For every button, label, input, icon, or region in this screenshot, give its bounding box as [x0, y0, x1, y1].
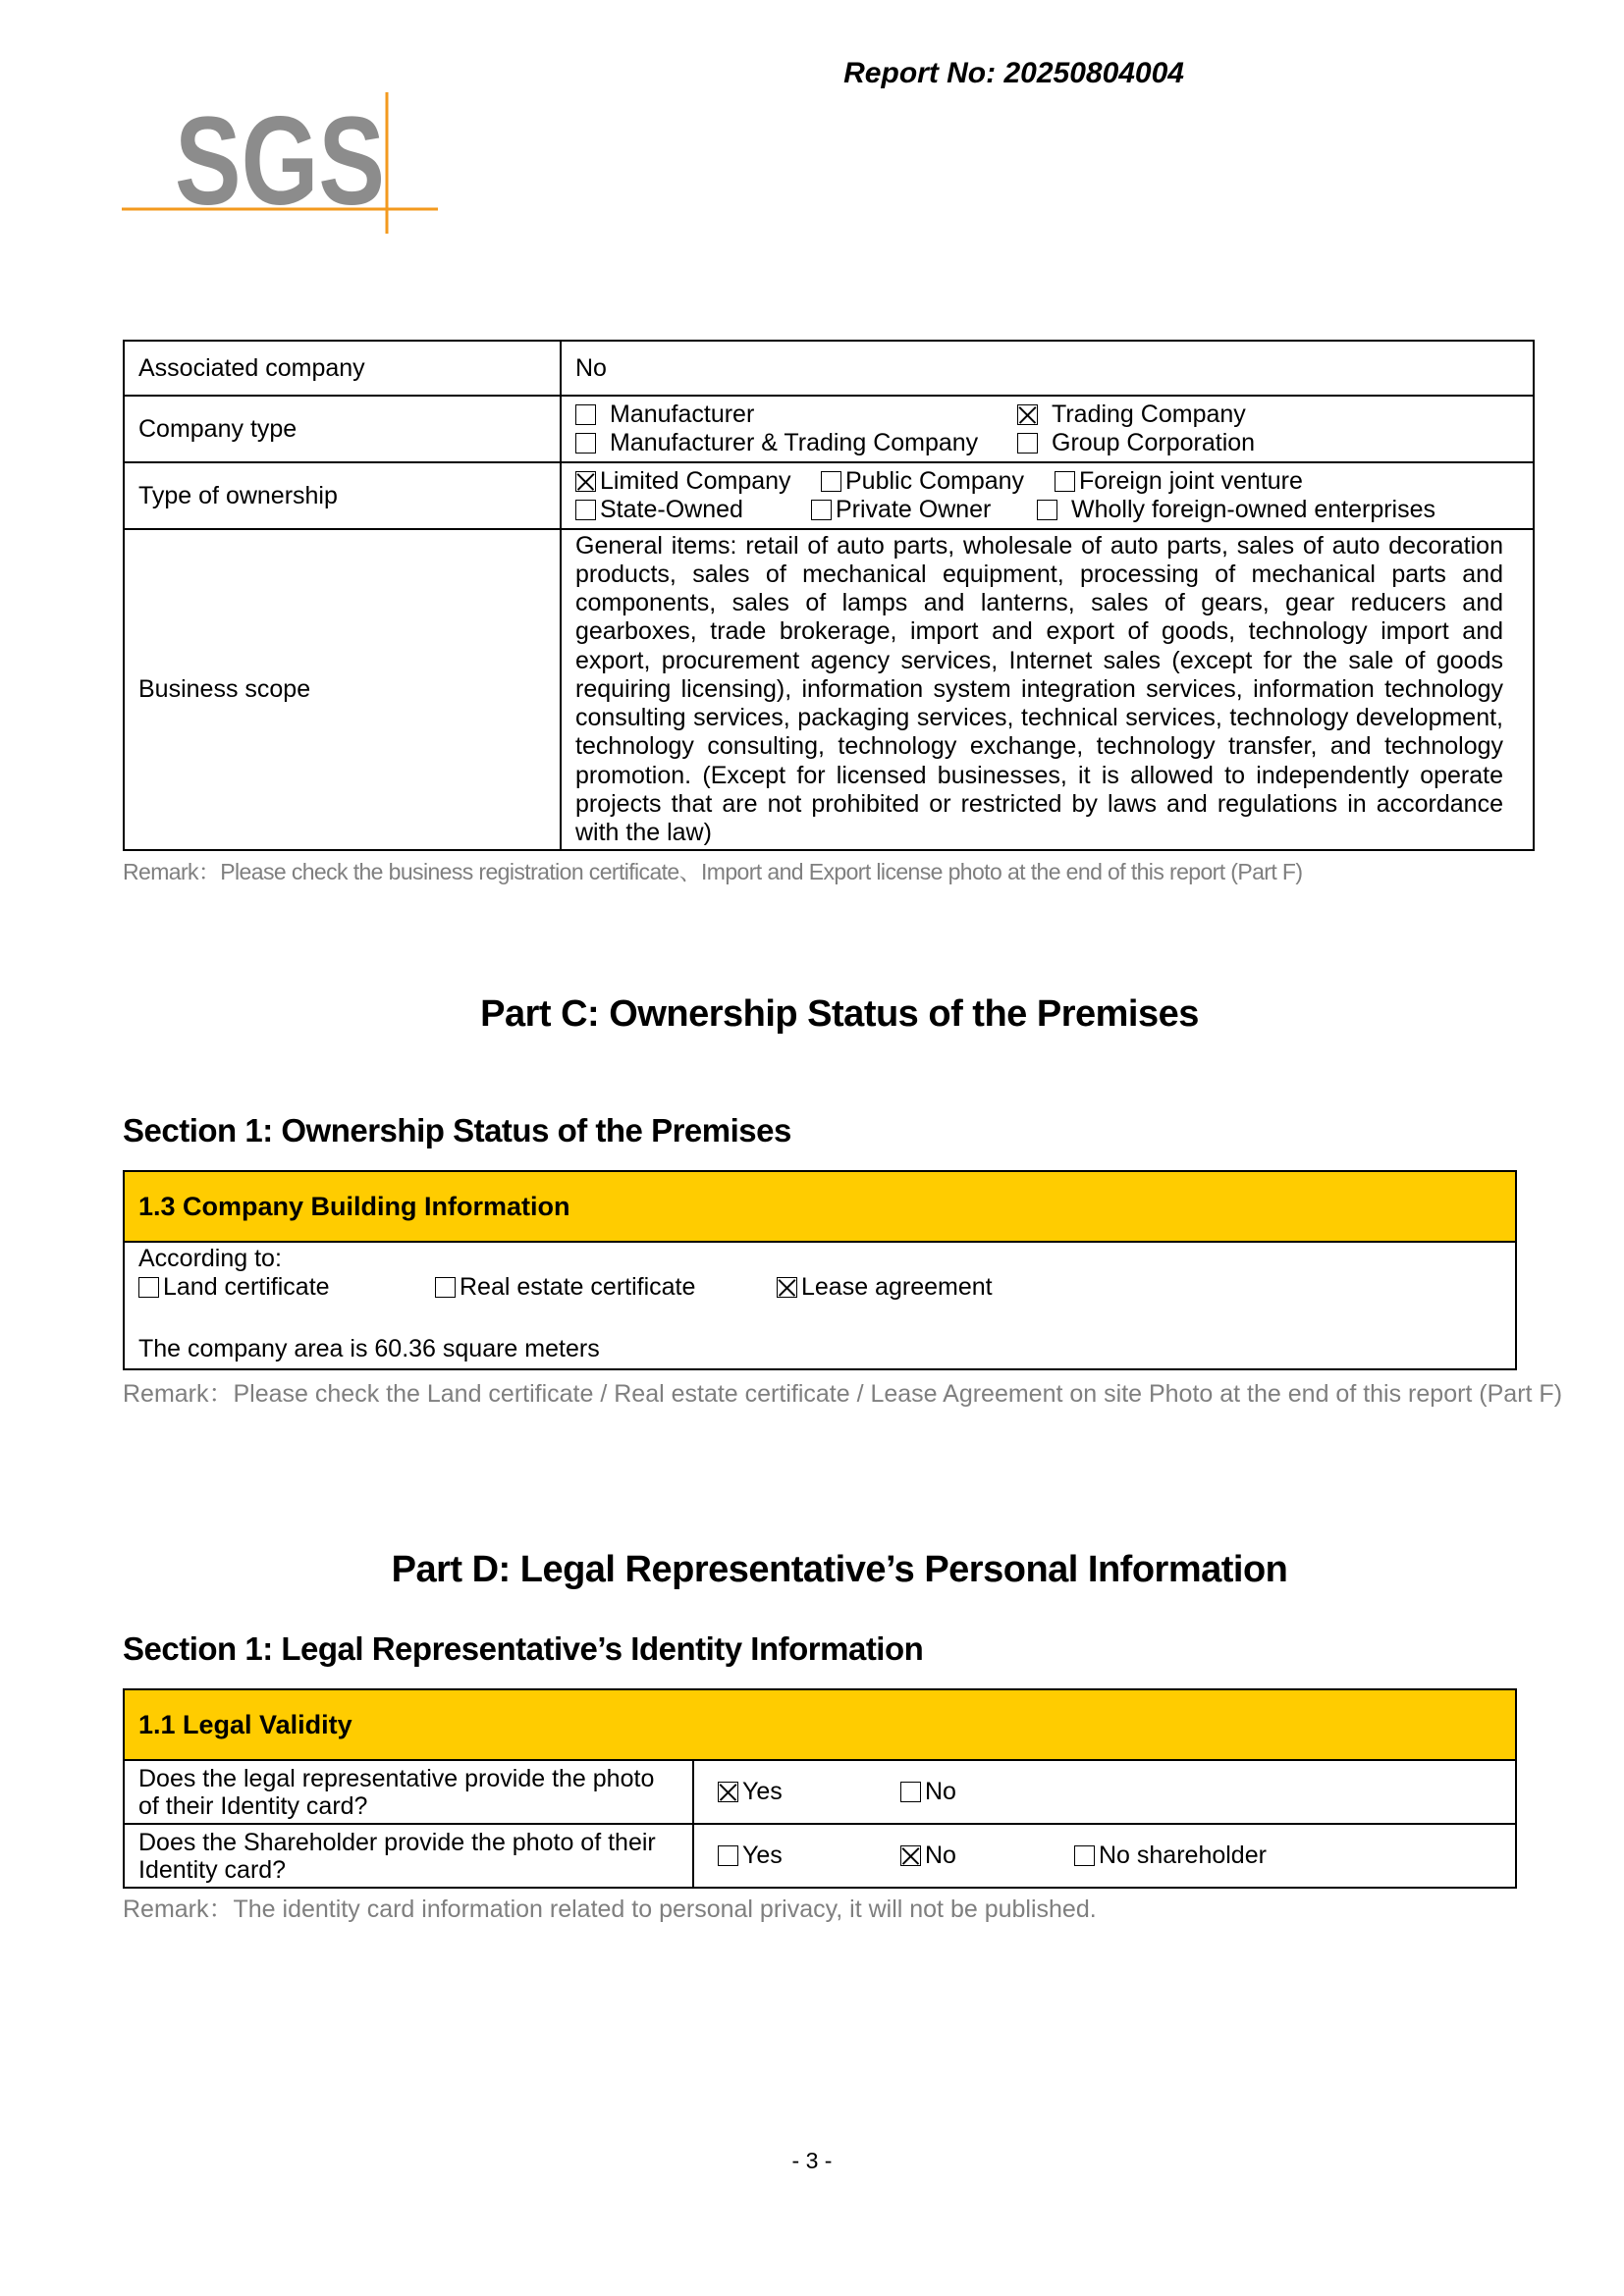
part-d-section-title: Section 1: Legal Representative’s Identity Information	[123, 1630, 924, 1667]
part-c-section-title: Section 1: Ownership Status of the Premises	[123, 1112, 791, 1148]
company-info-table	[123, 340, 1535, 851]
company-area-text: The company area is 60.36 square meters	[138, 1335, 600, 1362]
legal-validity-table	[123, 1688, 1517, 1889]
checkbox-unchecked-icon[interactable]	[1074, 1845, 1095, 1866]
option-public-company: Public Company	[845, 467, 1025, 495]
part-d-remark: Remark：The identity card information related to personal privacy, it will not be published.	[123, 1896, 1097, 1923]
checkbox-unchecked-icon[interactable]	[435, 1277, 456, 1298]
checkbox-checked-icon[interactable]	[777, 1277, 797, 1298]
table-row	[124, 1689, 1516, 1760]
checkbox-unchecked-icon[interactable]	[575, 404, 596, 425]
business-remark: Remark：Please check the business registration certificate、Import and Export license photo at the end of this report (Part F)	[123, 859, 1303, 884]
option-limited-company: Limited Company	[600, 467, 791, 495]
option-group-corporation: Group Corporation	[1052, 429, 1256, 456]
option-private-owner: Private Owner	[836, 496, 992, 523]
associated-company-value: No	[561, 341, 1534, 396]
checkbox-unchecked-icon[interactable]	[900, 1782, 921, 1802]
table-row	[124, 341, 1534, 396]
option-yes: Yes	[742, 1842, 783, 1869]
table-row	[124, 462, 1534, 529]
report-number: Report No: 20250804004	[843, 57, 1184, 89]
option-state-owned: State-Owned	[600, 496, 743, 523]
table-row	[124, 1242, 1516, 1369]
checkbox-unchecked-icon[interactable]	[718, 1845, 738, 1866]
svg-text:SGS: SGS	[175, 91, 385, 232]
checkbox-unchecked-icon[interactable]	[821, 471, 841, 492]
checkbox-unchecked-icon[interactable]	[575, 433, 596, 454]
table-row	[124, 396, 1534, 462]
checkbox-checked-icon[interactable]	[575, 471, 596, 492]
page-number: - 3 -	[791, 2148, 833, 2173]
option-manufacturer-trading: Manufacturer & Trading Company	[610, 429, 979, 456]
ownership-options	[561, 462, 1534, 529]
table-row	[124, 1760, 1516, 1824]
company-type-label: Company type	[124, 396, 561, 462]
associated-company-label: Associated company	[124, 341, 561, 396]
option-land-certificate: Land certificate	[163, 1273, 330, 1301]
question-legal-rep-id: Does the legal representative provide the photo of their Identity card?	[124, 1760, 693, 1824]
option-lease-agreement: Lease agreement	[801, 1273, 993, 1301]
legal-validity-header: 1.1 Legal Validity	[124, 1689, 1516, 1760]
company-type-options	[561, 396, 1534, 462]
part-c-remark: Remark：Please check the Land certificate / Real estate certificate / Lease Agreement on site Photo at the end of this report (Part F)	[123, 1380, 1563, 1408]
option-yes: Yes	[742, 1778, 783, 1805]
checkbox-unchecked-icon[interactable]	[138, 1277, 159, 1298]
option-trading-company: Trading Company	[1052, 400, 1246, 428]
option-wholly-foreign-owned: Wholly foreign-owned enterprises	[1071, 496, 1436, 523]
checkbox-checked-icon[interactable]	[900, 1845, 921, 1866]
question-shareholder-id: Does the Shareholder provide the photo of their Identity card?	[124, 1824, 693, 1888]
sgs-logo	[122, 90, 438, 238]
option-foreign-joint-venture: Foreign joint venture	[1079, 467, 1303, 495]
building-info-body	[124, 1242, 1516, 1369]
building-info-table	[123, 1170, 1517, 1370]
option-no: No	[925, 1778, 956, 1805]
checkbox-unchecked-icon[interactable]	[1037, 500, 1057, 520]
business-scope-text: General items: retail of auto parts, wholesale of auto parts, sales of auto decoration products, sales of mechanical equipment, processing of mechanical parts and components, sales of lamps and lanterns, sales of gears, gear reducers and gearboxes, trade brokerage, import and export of goods, technology import and export, procurement agency services, Internet sales (except for the sale of goods requiring licensing), information system integration services, information technology consulting services, packaging services, technical services, technology development, technology consulting, technology exchange, technology transfer, and technology promotion. (Except for licensed businesses, it is allowed to independently operate projects that are not prohibited or restricted by laws and regulations in accordance with the law)	[561, 529, 1534, 850]
answer-shareholder-id	[693, 1824, 1516, 1888]
option-real-estate-certificate: Real estate certificate	[460, 1273, 696, 1301]
part-c-title: Part C: Ownership Status of the Premises	[480, 993, 1199, 1035]
checkbox-unchecked-icon[interactable]	[575, 500, 596, 520]
checkbox-checked-icon[interactable]	[718, 1782, 738, 1802]
checkbox-unchecked-icon[interactable]	[1055, 471, 1075, 492]
business-scope-label: Business scope	[124, 529, 561, 850]
option-no: No	[925, 1842, 956, 1869]
ownership-label: Type of ownership	[124, 462, 561, 529]
checkbox-unchecked-icon[interactable]	[811, 500, 832, 520]
building-info-header: 1.3 Company Building Information	[124, 1171, 1516, 1242]
option-no-shareholder: No shareholder	[1099, 1842, 1267, 1869]
table-row	[124, 529, 1534, 850]
part-d-title: Part D: Legal Representative’s Personal Information	[391, 1549, 1288, 1590]
checkbox-checked-icon[interactable]	[1017, 404, 1038, 425]
checkbox-unchecked-icon[interactable]	[1017, 433, 1038, 454]
option-manufacturer: Manufacturer	[610, 400, 755, 428]
answer-legal-rep-id	[693, 1760, 1516, 1824]
table-row	[124, 1824, 1516, 1888]
table-row	[124, 1171, 1516, 1242]
according-to-label: According to:	[138, 1245, 282, 1272]
